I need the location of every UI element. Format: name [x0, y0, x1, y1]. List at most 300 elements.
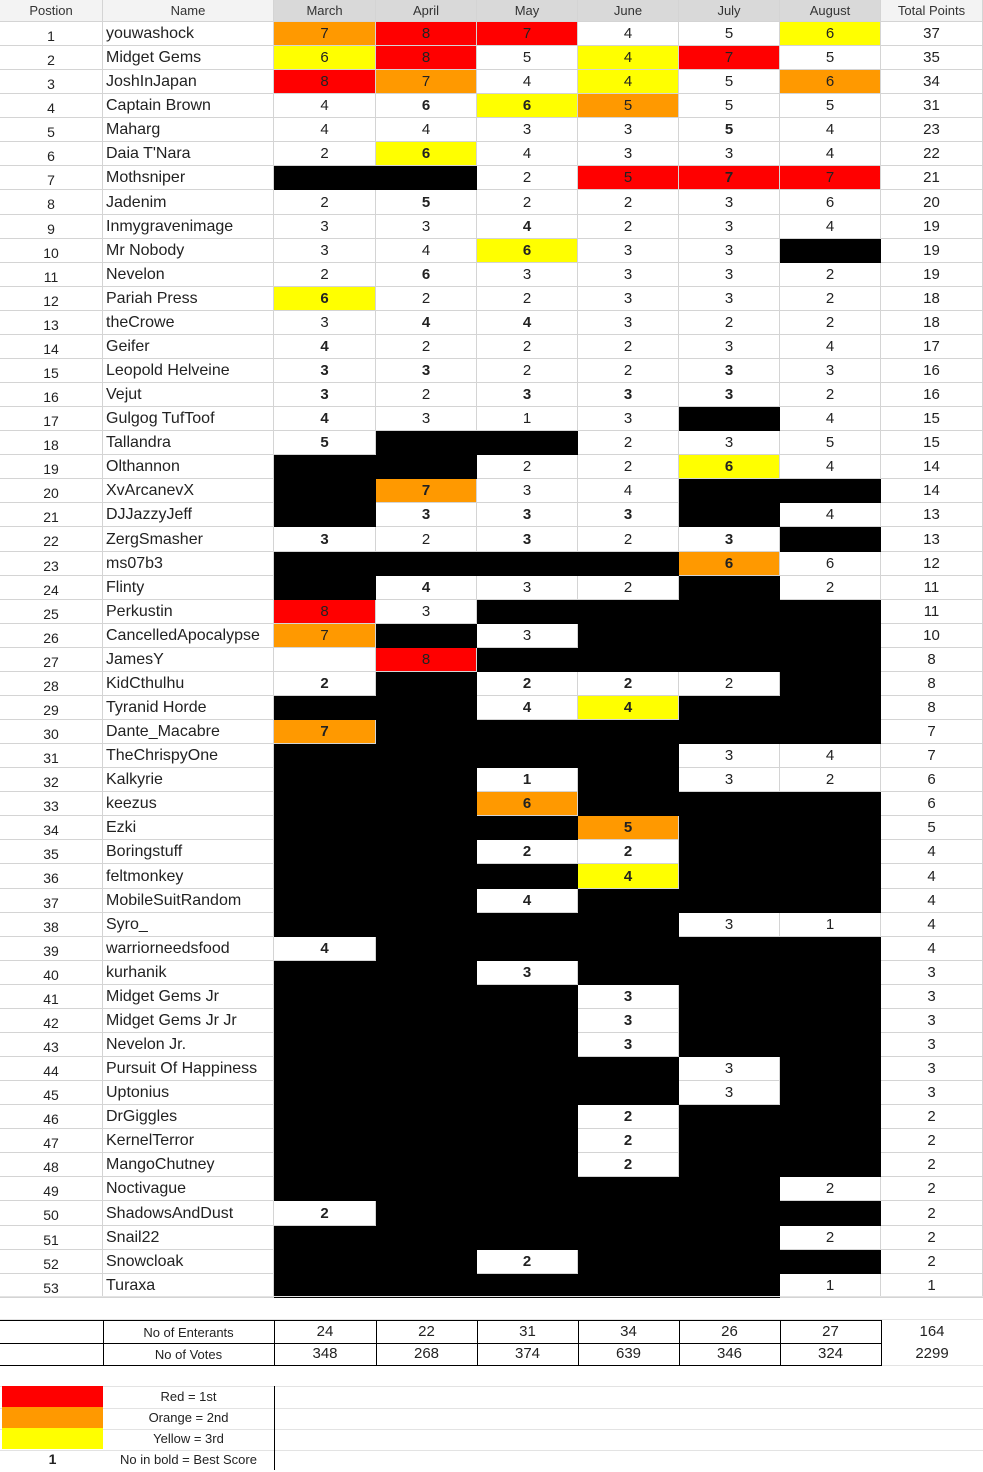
row-name[interactable]: Noctivague: [103, 1177, 274, 1201]
row-total-points[interactable]: 4: [881, 864, 983, 889]
row-position[interactable]: 43: [0, 1033, 103, 1057]
row-total-points[interactable]: 23: [881, 118, 983, 142]
score-cell-july[interactable]: [679, 961, 780, 985]
score-cell-march[interactable]: [274, 1009, 376, 1033]
score-cell-august[interactable]: [780, 672, 881, 696]
row-total-points[interactable]: 15: [881, 407, 983, 431]
score-cell-april[interactable]: [376, 696, 477, 720]
row-total-points[interactable]: 7: [881, 744, 983, 768]
row-position[interactable]: 14: [0, 335, 103, 359]
score-cell-may[interactable]: 2: [477, 335, 578, 359]
row-position[interactable]: 33: [0, 792, 103, 816]
score-cell-april[interactable]: 7: [376, 70, 477, 94]
score-cell-august[interactable]: [780, 1105, 881, 1129]
score-cell-august[interactable]: [780, 624, 881, 648]
score-cell-april[interactable]: [376, 624, 477, 648]
row-total-points[interactable]: 19: [881, 215, 983, 239]
row-position[interactable]: 10: [0, 239, 103, 263]
score-cell-march[interactable]: 4: [274, 335, 376, 359]
row-total-points[interactable]: 8: [881, 648, 983, 672]
score-cell-august[interactable]: 2: [780, 1177, 881, 1201]
score-cell-may[interactable]: 6: [477, 94, 578, 118]
score-cell-june[interactable]: 2: [578, 335, 679, 359]
row-position[interactable]: 19: [0, 455, 103, 479]
score-cell-march[interactable]: [274, 1177, 376, 1201]
score-cell-july[interactable]: 3: [679, 335, 780, 359]
score-cell-may[interactable]: [477, 1081, 578, 1105]
score-cell-march[interactable]: [274, 1129, 376, 1153]
row-total-points[interactable]: 13: [881, 527, 983, 552]
score-cell-july[interactable]: [679, 576, 780, 600]
row-name[interactable]: Tyranid Horde: [103, 696, 274, 720]
score-cell-april[interactable]: [376, 816, 477, 840]
row-total-points[interactable]: 3: [881, 1057, 983, 1081]
row-position[interactable]: 16: [0, 383, 103, 407]
row-total-points[interactable]: 8: [881, 672, 983, 696]
score-cell-july[interactable]: 5: [679, 118, 780, 142]
row-total-points[interactable]: 2: [881, 1177, 983, 1201]
row-total-points[interactable]: 7: [881, 720, 983, 744]
row-position[interactable]: 12: [0, 287, 103, 311]
score-cell-march[interactable]: 4: [274, 118, 376, 142]
score-cell-july[interactable]: [679, 1009, 780, 1033]
score-cell-march[interactable]: [274, 768, 376, 792]
row-position[interactable]: 34: [0, 816, 103, 840]
score-cell-april[interactable]: [376, 552, 477, 576]
row-total-points[interactable]: 2: [881, 1226, 983, 1250]
score-cell-march[interactable]: 7: [274, 22, 376, 46]
row-total-points[interactable]: 10: [881, 624, 983, 648]
score-cell-august[interactable]: 2: [780, 768, 881, 792]
score-cell-june[interactable]: 4: [578, 864, 679, 889]
score-cell-august[interactable]: [780, 961, 881, 985]
score-cell-august[interactable]: 4: [780, 142, 881, 166]
score-cell-june[interactable]: [578, 889, 679, 913]
row-name[interactable]: Dante_Macabre: [103, 720, 274, 744]
score-cell-august[interactable]: 4: [780, 503, 881, 527]
score-cell-may[interactable]: 3: [477, 503, 578, 527]
row-position[interactable]: 13: [0, 311, 103, 335]
row-position[interactable]: 24: [0, 576, 103, 600]
row-position[interactable]: 15: [0, 359, 103, 383]
row-position[interactable]: 2: [0, 46, 103, 70]
score-cell-march[interactable]: [274, 696, 376, 720]
score-cell-august[interactable]: 2: [780, 311, 881, 335]
row-position[interactable]: 42: [0, 1009, 103, 1033]
score-cell-may[interactable]: 3: [477, 576, 578, 600]
score-cell-march[interactable]: [274, 744, 376, 768]
score-cell-july[interactable]: 3: [679, 431, 780, 455]
score-cell-june[interactable]: [578, 648, 679, 672]
score-cell-july[interactable]: 3: [679, 239, 780, 263]
score-cell-march[interactable]: 3: [274, 311, 376, 335]
row-name[interactable]: Mothsniper: [103, 166, 274, 190]
score-cell-march[interactable]: 7: [274, 720, 376, 744]
row-name[interactable]: Flinty: [103, 576, 274, 600]
row-name[interactable]: Mr Nobody: [103, 239, 274, 263]
score-cell-july[interactable]: 6: [679, 455, 780, 479]
row-position[interactable]: 6: [0, 142, 103, 166]
score-cell-august[interactable]: 4: [780, 118, 881, 142]
score-cell-july[interactable]: [679, 407, 780, 431]
score-cell-may[interactable]: 3: [477, 961, 578, 985]
score-cell-may[interactable]: 3: [477, 527, 578, 552]
row-total-points[interactable]: 19: [881, 263, 983, 287]
score-cell-july[interactable]: 5: [679, 22, 780, 46]
row-name[interactable]: Vejut: [103, 383, 274, 407]
row-total-points[interactable]: 8: [881, 696, 983, 720]
score-cell-april[interactable]: 4: [376, 118, 477, 142]
score-cell-august[interactable]: 3: [780, 359, 881, 383]
score-cell-august[interactable]: [780, 1201, 881, 1226]
row-name[interactable]: Midget Gems: [103, 46, 274, 70]
score-cell-june[interactable]: 3: [578, 1033, 679, 1057]
score-cell-march[interactable]: 3: [274, 527, 376, 552]
score-cell-may[interactable]: [477, 864, 578, 889]
score-cell-april[interactable]: 5: [376, 190, 477, 215]
score-cell-june[interactable]: 4: [578, 479, 679, 503]
score-cell-june[interactable]: [578, 1250, 679, 1274]
score-cell-may[interactable]: 3: [477, 383, 578, 407]
score-cell-april[interactable]: 4: [376, 311, 477, 335]
row-name[interactable]: Perkustin: [103, 600, 274, 624]
score-cell-july[interactable]: 3: [679, 190, 780, 215]
score-cell-may[interactable]: 5: [477, 46, 578, 70]
score-cell-june[interactable]: 2: [578, 1105, 679, 1129]
row-name[interactable]: DJJazzyJeff: [103, 503, 274, 527]
score-cell-march[interactable]: [274, 1057, 376, 1081]
score-cell-july[interactable]: 3: [679, 287, 780, 311]
score-cell-june[interactable]: [578, 1201, 679, 1226]
row-name[interactable]: KernelTerror: [103, 1129, 274, 1153]
score-cell-april[interactable]: 8: [376, 46, 477, 70]
score-cell-august[interactable]: 4: [780, 215, 881, 239]
score-cell-may[interactable]: 6: [477, 239, 578, 263]
row-total-points[interactable]: 4: [881, 913, 983, 937]
score-cell-may[interactable]: [477, 720, 578, 744]
score-cell-june[interactable]: 3: [578, 985, 679, 1009]
score-cell-june[interactable]: 3: [578, 383, 679, 407]
score-cell-may[interactable]: [477, 552, 578, 576]
row-total-points[interactable]: 3: [881, 1033, 983, 1057]
row-position[interactable]: 47: [0, 1129, 103, 1153]
header-name[interactable]: Name: [103, 0, 274, 22]
row-name[interactable]: MangoChutney: [103, 1153, 274, 1177]
score-cell-july[interactable]: 3: [679, 744, 780, 768]
row-name[interactable]: Turaxa: [103, 1274, 274, 1298]
score-cell-may[interactable]: 2: [477, 672, 578, 696]
score-cell-july[interactable]: 5: [679, 70, 780, 94]
score-cell-march[interactable]: 2: [274, 263, 376, 287]
row-position[interactable]: 31: [0, 744, 103, 768]
score-cell-march[interactable]: [274, 1274, 376, 1298]
score-cell-may[interactable]: 4: [477, 311, 578, 335]
row-name[interactable]: ShadowsAndDust: [103, 1201, 274, 1226]
score-cell-august[interactable]: [780, 1033, 881, 1057]
score-cell-july[interactable]: [679, 600, 780, 624]
score-cell-june[interactable]: 3: [578, 118, 679, 142]
score-cell-march[interactable]: 3: [274, 239, 376, 263]
row-position[interactable]: 22: [0, 527, 103, 552]
row-total-points[interactable]: 18: [881, 287, 983, 311]
row-name[interactable]: Uptonius: [103, 1081, 274, 1105]
score-cell-may[interactable]: [477, 431, 578, 455]
row-position[interactable]: 46: [0, 1105, 103, 1129]
score-cell-july[interactable]: [679, 720, 780, 744]
score-cell-august[interactable]: 6: [780, 552, 881, 576]
row-position[interactable]: 44: [0, 1057, 103, 1081]
row-name[interactable]: MobileSuitRandom: [103, 889, 274, 913]
score-cell-july[interactable]: [679, 1201, 780, 1226]
score-cell-august[interactable]: 4: [780, 335, 881, 359]
header-total-points[interactable]: Total Points: [881, 0, 983, 22]
score-cell-may[interactable]: [477, 1033, 578, 1057]
row-position[interactable]: 52: [0, 1250, 103, 1274]
row-total-points[interactable]: 17: [881, 335, 983, 359]
score-cell-march[interactable]: 4: [274, 94, 376, 118]
score-cell-august[interactable]: [780, 889, 881, 913]
score-cell-july[interactable]: [679, 1105, 780, 1129]
score-cell-july[interactable]: 3: [679, 1081, 780, 1105]
score-cell-august[interactable]: 1: [780, 1274, 881, 1298]
score-cell-april[interactable]: 3: [376, 407, 477, 431]
row-name[interactable]: KidCthulhu: [103, 672, 274, 696]
score-cell-april[interactable]: [376, 455, 477, 479]
score-cell-may[interactable]: 3: [477, 118, 578, 142]
row-position[interactable]: 36: [0, 864, 103, 889]
row-name[interactable]: keezus: [103, 792, 274, 816]
row-position[interactable]: 9: [0, 215, 103, 239]
score-cell-july[interactable]: [679, 1250, 780, 1274]
score-cell-march[interactable]: [274, 864, 376, 889]
score-cell-march[interactable]: [274, 961, 376, 985]
row-total-points[interactable]: 3: [881, 985, 983, 1009]
score-cell-march[interactable]: 4: [274, 937, 376, 961]
row-position[interactable]: 50: [0, 1201, 103, 1226]
score-cell-may[interactable]: 4: [477, 70, 578, 94]
score-cell-june[interactable]: [578, 1057, 679, 1081]
score-cell-april[interactable]: [376, 1057, 477, 1081]
score-cell-august[interactable]: [780, 648, 881, 672]
row-position[interactable]: 20: [0, 479, 103, 503]
score-cell-april[interactable]: [376, 937, 477, 961]
score-cell-july[interactable]: [679, 1153, 780, 1177]
row-total-points[interactable]: 2: [881, 1201, 983, 1226]
row-name[interactable]: Snail22: [103, 1226, 274, 1250]
row-name[interactable]: JoshInJapan: [103, 70, 274, 94]
row-name[interactable]: Pursuit Of Happiness: [103, 1057, 274, 1081]
score-cell-july[interactable]: [679, 864, 780, 889]
score-cell-august[interactable]: 2: [780, 383, 881, 407]
row-position[interactable]: 1: [0, 22, 103, 46]
row-total-points[interactable]: 6: [881, 792, 983, 816]
score-cell-march[interactable]: [274, 1081, 376, 1105]
score-cell-july[interactable]: 3: [679, 359, 780, 383]
row-name[interactable]: Gulgog TufToof: [103, 407, 274, 431]
score-cell-july[interactable]: [679, 1274, 780, 1298]
score-cell-june[interactable]: 4: [578, 22, 679, 46]
score-cell-may[interactable]: [477, 985, 578, 1009]
score-cell-may[interactable]: [477, 1057, 578, 1081]
score-cell-march[interactable]: [274, 576, 376, 600]
score-cell-june[interactable]: 2: [578, 1153, 679, 1177]
score-cell-may[interactable]: [477, 648, 578, 672]
score-cell-july[interactable]: [679, 985, 780, 1009]
score-cell-june[interactable]: [578, 744, 679, 768]
header-month-march[interactable]: March: [274, 0, 376, 22]
score-cell-june[interactable]: 2: [578, 431, 679, 455]
row-name[interactable]: CancelledApocalypse: [103, 624, 274, 648]
row-total-points[interactable]: 2: [881, 1105, 983, 1129]
score-cell-july[interactable]: 2: [679, 672, 780, 696]
row-position[interactable]: 26: [0, 624, 103, 648]
score-cell-may[interactable]: [477, 816, 578, 840]
score-cell-july[interactable]: 5: [679, 94, 780, 118]
score-cell-march[interactable]: [274, 1250, 376, 1274]
row-name[interactable]: Snowcloak: [103, 1250, 274, 1274]
score-cell-march[interactable]: 6: [274, 287, 376, 311]
score-cell-july[interactable]: 3: [679, 913, 780, 937]
row-total-points[interactable]: 15: [881, 431, 983, 455]
row-total-points[interactable]: 3: [881, 961, 983, 985]
score-cell-july[interactable]: [679, 792, 780, 816]
score-cell-june[interactable]: 3: [578, 311, 679, 335]
score-cell-june[interactable]: [578, 1177, 679, 1201]
row-total-points[interactable]: 1: [881, 1274, 983, 1298]
score-cell-april[interactable]: [376, 1226, 477, 1250]
header-month-june[interactable]: June: [578, 0, 679, 22]
score-cell-june[interactable]: [578, 961, 679, 985]
score-cell-april[interactable]: 4: [376, 576, 477, 600]
score-cell-may[interactable]: [477, 1177, 578, 1201]
score-cell-august[interactable]: 5: [780, 94, 881, 118]
row-name[interactable]: Tallandra: [103, 431, 274, 455]
score-cell-may[interactable]: 2: [477, 190, 578, 215]
score-cell-may[interactable]: [477, 1153, 578, 1177]
score-cell-march[interactable]: [274, 479, 376, 503]
score-cell-april[interactable]: [376, 1033, 477, 1057]
score-cell-march[interactable]: [274, 1226, 376, 1250]
score-cell-april[interactable]: [376, 1250, 477, 1274]
score-cell-june[interactable]: 2: [578, 455, 679, 479]
row-total-points[interactable]: 6: [881, 768, 983, 792]
score-cell-may[interactable]: 4: [477, 215, 578, 239]
row-name[interactable]: Jadenim: [103, 190, 274, 215]
score-cell-may[interactable]: 4: [477, 142, 578, 166]
score-cell-april[interactable]: [376, 864, 477, 889]
score-cell-june[interactable]: 3: [578, 263, 679, 287]
score-cell-august[interactable]: [780, 600, 881, 624]
score-cell-march[interactable]: [274, 1033, 376, 1057]
row-name[interactable]: warriorneedsfood: [103, 937, 274, 961]
row-total-points[interactable]: 13: [881, 503, 983, 527]
score-cell-july[interactable]: 3: [679, 263, 780, 287]
score-cell-august[interactable]: 1: [780, 913, 881, 937]
row-name[interactable]: Nevelon: [103, 263, 274, 287]
score-cell-april[interactable]: 2: [376, 287, 477, 311]
score-cell-march[interactable]: 2: [274, 142, 376, 166]
score-cell-july[interactable]: [679, 696, 780, 720]
score-cell-august[interactable]: [780, 1081, 881, 1105]
row-name[interactable]: Olthannon: [103, 455, 274, 479]
row-position[interactable]: 39: [0, 937, 103, 961]
score-cell-april[interactable]: [376, 1201, 477, 1226]
score-cell-july[interactable]: 3: [679, 142, 780, 166]
score-cell-april[interactable]: [376, 744, 477, 768]
score-cell-june[interactable]: [578, 1081, 679, 1105]
score-cell-may[interactable]: [477, 1226, 578, 1250]
score-cell-july[interactable]: [679, 1129, 780, 1153]
score-cell-may[interactable]: [477, 937, 578, 961]
score-cell-may[interactable]: 6: [477, 792, 578, 816]
score-cell-march[interactable]: 4: [274, 407, 376, 431]
row-position[interactable]: 3: [0, 70, 103, 94]
score-cell-may[interactable]: [477, 600, 578, 624]
row-total-points[interactable]: 37: [881, 22, 983, 46]
row-name[interactable]: ZergSmasher: [103, 527, 274, 552]
row-total-points[interactable]: 14: [881, 455, 983, 479]
score-cell-april[interactable]: [376, 1129, 477, 1153]
score-cell-august[interactable]: 5: [780, 46, 881, 70]
score-cell-april[interactable]: [376, 1177, 477, 1201]
score-cell-march[interactable]: 3: [274, 215, 376, 239]
row-position[interactable]: 25: [0, 600, 103, 624]
row-total-points[interactable]: 34: [881, 70, 983, 94]
row-name[interactable]: ms07b3: [103, 552, 274, 576]
score-cell-march[interactable]: 3: [274, 359, 376, 383]
score-cell-april[interactable]: 3: [376, 503, 477, 527]
row-name[interactable]: XvArcanevX: [103, 479, 274, 503]
score-cell-march[interactable]: 6: [274, 46, 376, 70]
score-cell-june[interactable]: 4: [578, 46, 679, 70]
score-cell-may[interactable]: 7: [477, 22, 578, 46]
score-cell-august[interactable]: [780, 696, 881, 720]
row-name[interactable]: Daia T'Nara: [103, 142, 274, 166]
header-month-july[interactable]: July: [679, 0, 780, 22]
score-cell-may[interactable]: [477, 1201, 578, 1226]
row-total-points[interactable]: 2: [881, 1129, 983, 1153]
row-total-points[interactable]: 22: [881, 142, 983, 166]
score-cell-july[interactable]: [679, 624, 780, 648]
score-cell-august[interactable]: 4: [780, 407, 881, 431]
row-position[interactable]: 32: [0, 768, 103, 792]
score-cell-march[interactable]: 2: [274, 1201, 376, 1226]
score-cell-april[interactable]: [376, 1081, 477, 1105]
score-cell-april[interactable]: [376, 768, 477, 792]
score-cell-june[interactable]: 4: [578, 696, 679, 720]
score-cell-july[interactable]: [679, 648, 780, 672]
score-cell-march[interactable]: 5: [274, 431, 376, 455]
score-cell-april[interactable]: [376, 431, 477, 455]
score-cell-august[interactable]: [780, 1129, 881, 1153]
row-total-points[interactable]: 16: [881, 383, 983, 407]
score-cell-june[interactable]: 3: [578, 407, 679, 431]
score-cell-june[interactable]: [578, 1226, 679, 1250]
score-cell-april[interactable]: 2: [376, 527, 477, 552]
score-cell-june[interactable]: 4: [578, 70, 679, 94]
score-cell-june[interactable]: 2: [578, 527, 679, 552]
score-cell-august[interactable]: [780, 527, 881, 552]
score-cell-march[interactable]: [274, 913, 376, 937]
score-cell-july[interactable]: 3: [679, 768, 780, 792]
row-name[interactable]: Syro_: [103, 913, 274, 937]
score-cell-march[interactable]: [274, 816, 376, 840]
score-cell-july[interactable]: [679, 1033, 780, 1057]
score-cell-may[interactable]: [477, 1009, 578, 1033]
row-name[interactable]: theCrowe: [103, 311, 274, 335]
score-cell-june[interactable]: 2: [578, 190, 679, 215]
score-cell-august[interactable]: [780, 720, 881, 744]
